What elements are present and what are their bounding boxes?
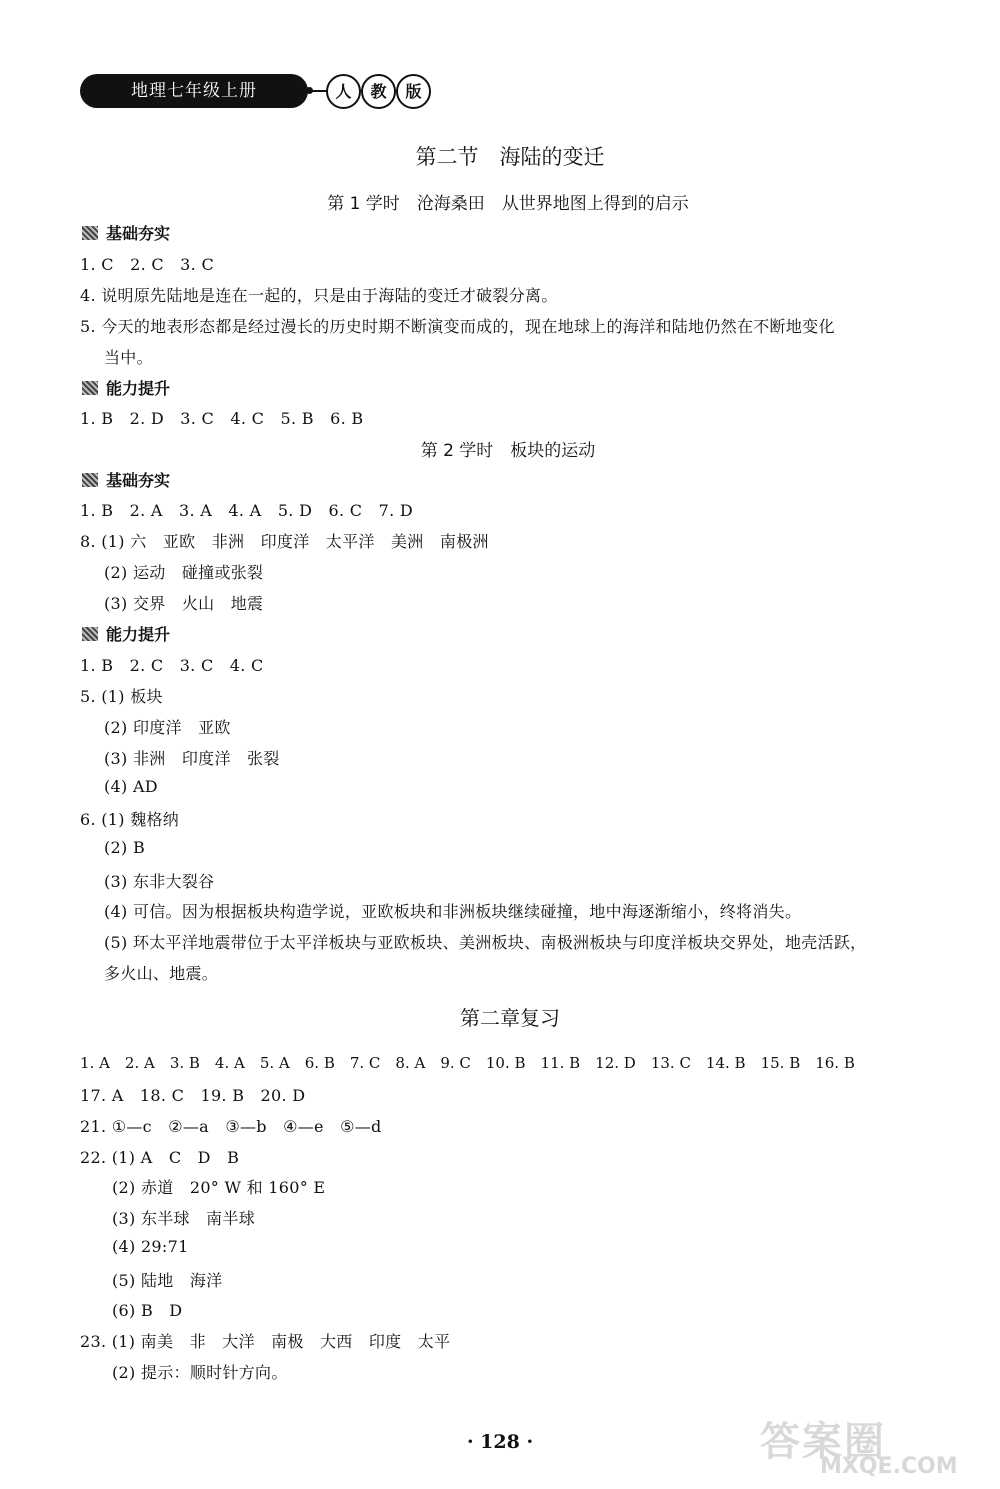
answer-line: 1. B 2. C 3. C 4. C <box>80 656 264 675</box>
answer-line: 8. (1) 六 亚欧 非洲 印度洋 太平洋 美洲 南极洲 <box>80 532 489 551</box>
answer-line: (3) 东非大裂谷 <box>104 872 215 891</box>
lesson2-basic-heading: 基础夯实 <box>82 468 170 491</box>
watermark-text: 答案圈 <box>760 1419 886 1465</box>
answer-line: 17. A 18. C 19. B 20. D <box>80 1086 306 1105</box>
lesson2-title: 第 2 学时 板块的运动 <box>420 441 596 461</box>
answer-line: (2) 赤道 20° W 和 160° E <box>112 1178 326 1197</box>
answer-line: 21. ①—c ②—a ③—b ④—e ⑤—d <box>80 1117 382 1136</box>
answer-line: 1. A 2. A 3. B 4. A 5. A 6. B 7. C 8. A 9. C 10. B 11. B 12. D 13. C 14. B 15. B 16. B <box>80 1054 855 1072</box>
answer-line: (3) 东半球 南半球 <box>112 1209 256 1228</box>
answer-line: 1. B 2. A 3. A 4. A 5. D 6. C 7. D <box>80 501 413 520</box>
answer-line: (2) 印度洋 亚欧 <box>104 718 231 737</box>
answer-line: 多火山、地震。 <box>104 964 219 983</box>
answer-line: (4) 29:71 <box>112 1237 189 1256</box>
lesson2-ability-heading: 能力提升 <box>82 622 170 645</box>
lesson1-title: 第 1 学时 沧海桑田 从世界地图上得到的启示 <box>327 194 689 214</box>
answer-line: 5. (1) 板块 <box>80 687 163 706</box>
edition-char-2: 教 <box>361 74 396 109</box>
answer-line: (6) B D <box>112 1301 183 1320</box>
watermark-url: MXQE.COM <box>820 1454 958 1479</box>
answer-line: 1. C 2. C 3. C <box>80 255 214 274</box>
answer-line: (3) 非洲 印度洋 张裂 <box>104 749 280 768</box>
section-title: 第二节 海陆的变迁 <box>415 145 605 169</box>
edition-char-1: 人 <box>326 74 361 109</box>
answer-line: 23. (1) 南美 非 大洋 南极 大西 印度 太平 <box>80 1332 451 1351</box>
edition-char-3: 版 <box>396 74 431 109</box>
answer-line: (2) 提示：顺时针方向。 <box>112 1363 288 1382</box>
answer-line: 6. (1) 魏格纳 <box>80 810 180 829</box>
answer-line: 22. (1) A C D B <box>80 1148 240 1167</box>
section-marker-icon <box>82 627 98 641</box>
answer-line: (5) 陆地 海洋 <box>112 1271 223 1290</box>
answer-line: 1. B 2. D 3. C 4. C 5. B 6. B <box>80 409 364 428</box>
answer-line: (4) AD <box>104 777 158 796</box>
answer-line: (5) 环太平洋地震带位于太平洋板块与亚欧板块、美洲板块、南极洲板块与印度洋板块交界处，地壳活跃， <box>104 933 867 952</box>
answer-line: (2) B <box>104 838 146 857</box>
answer-line: 5. 今天的地表形态都是经过漫长的历史时期不断演变而成的，现在地球上的海洋和陆地仍然在不断地变化 <box>80 317 835 336</box>
watermark-logo <box>760 1410 990 1480</box>
book-label: 地理七年级上册 <box>80 74 308 108</box>
page-number: · 128 · <box>466 1431 534 1453</box>
answer-line: (3) 交界 火山 地震 <box>104 594 264 613</box>
answer-line: 当中。 <box>104 348 153 367</box>
answer-line: 4. 说明原先陆地是连在一起的，只是由于海陆的变迁才破裂分离。 <box>80 286 558 305</box>
section-marker-icon <box>82 473 98 487</box>
answer-line: (2) 运动 碰撞或张裂 <box>104 563 264 582</box>
lesson1-ability-heading: 能力提升 <box>82 376 170 399</box>
review-title: 第二章复习 <box>460 1006 560 1030</box>
lesson1-basic-heading: 基础夯实 <box>82 221 170 244</box>
section-marker-icon <box>82 226 98 240</box>
section-marker-icon <box>82 381 98 395</box>
answer-line: (4) 可信。因为根据板块构造学说，亚欧板块和非洲板块继续碰撞，地中海逐渐缩小，终将消失。 <box>104 902 802 921</box>
connector-dot-icon <box>306 87 313 94</box>
